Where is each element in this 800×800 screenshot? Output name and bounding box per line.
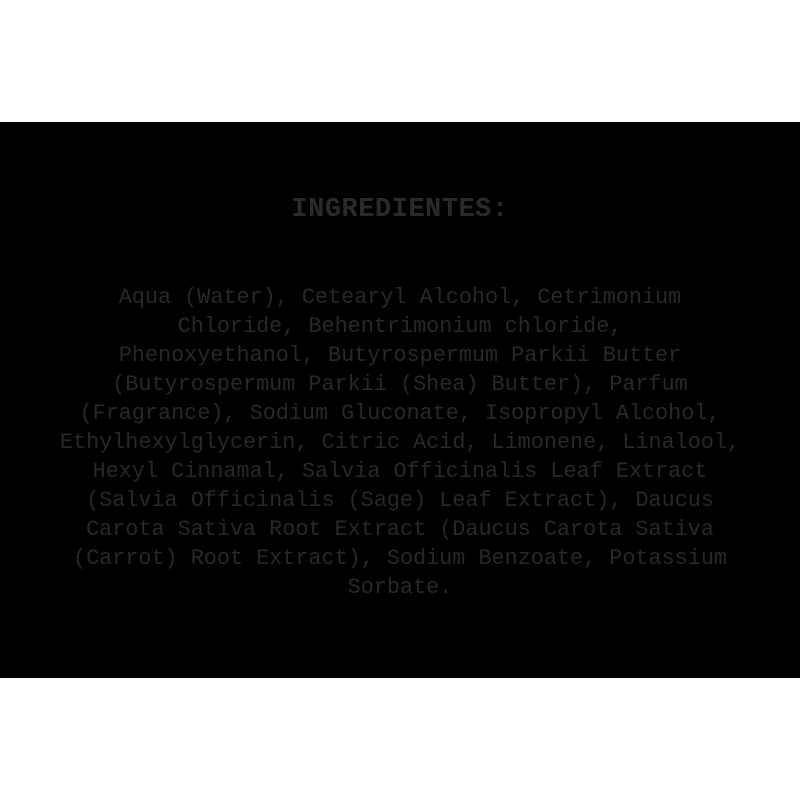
ingredients-line: Hexyl Cinnamal, Salvia Officinalis Leaf Extract (92, 459, 708, 484)
ingredients-line: (Carrot) Root Extract), Sodium Benzoate, Potassium (72, 546, 727, 571)
ingredients-heading: INGREDIENTES: (291, 195, 509, 225)
ingredients-line: Ethylhexylglycerin, Citric Acid, Limonene, Linalool, (59, 430, 741, 455)
ingredients-line: Carota Sativa Root Extract (Daucus Carota Sativa (86, 517, 714, 542)
ingredients-line: (Salvia Officinalis (Sage) Leaf Extract), Daucus (86, 488, 714, 513)
ingredients-line: Phenoxyethanol, Butyrospermum Parkii Butter (118, 343, 682, 368)
ingredients-line: Sorbate. (347, 575, 453, 600)
ingredients-line: (Fragrance), Sodium Gluconate, Isopropyl Alcohol, (79, 401, 721, 426)
ingredients-line: (Butyrospermum Parkii (Shea) Butter), Parfum (112, 372, 688, 397)
ingredients-line: Aqua (Water), Cetearyl Alcohol, Cetrimonium (118, 285, 682, 310)
ingredients-text (0, 283, 800, 602)
ingredients-line: Chloride, Behentrimonium chloride, (177, 314, 623, 339)
